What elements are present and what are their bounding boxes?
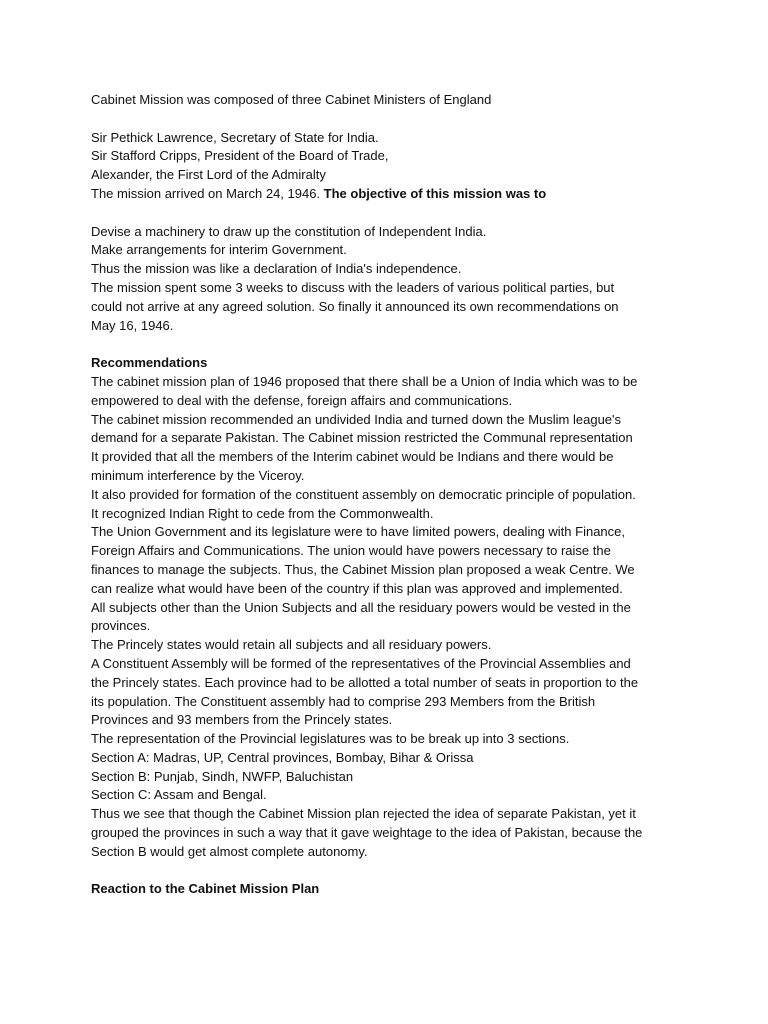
recommendation-line: It provided that all the members of the Interim cabinet would be Indians and there would be (91, 449, 614, 465)
recommendation-line: The cabinet mission recommended an undivided India and turned down the Muslim league's (91, 411, 622, 427)
recommendation-line: empowered to deal with the defense, foreign affairs and communications. (91, 392, 513, 408)
objective-line: could not arrive at any agreed solution. So finally it announced its own recommendations on (91, 298, 619, 314)
recommendation-line: grouped the provinces in such a way that it gave weightage to the idea of Pakistan, because the (91, 825, 643, 841)
recommendation-line: The representation of the Provincial legislatures was to be break up into 3 sections. (91, 731, 570, 747)
recommendation-line: Thus we see that though the Cabinet Mission plan rejected the idea of separate Pakistan, yet it (91, 806, 636, 822)
recommendation-line: The cabinet mission plan of 1946 proposed that there shall be a Union of India which was to be (91, 373, 638, 389)
paragraph-gap (91, 862, 691, 881)
member-line: Alexander, the First Lord of the Admiralty (91, 167, 326, 183)
recommendation-line: It also provided for formation of the constituent assembly on democratic principle of population. (91, 486, 636, 502)
recommendation-line: A Constituent Assembly will be formed of the representatives of the Provincial Assemblies and (91, 655, 631, 671)
recommendation-line: Section C: Assam and Bengal. (91, 787, 267, 803)
objective-line: Thus the mission was like a declaration of India's independence. (91, 261, 462, 277)
recommendation-line: minimum interference by the Viceroy. (91, 467, 305, 483)
recommendations-heading: Recommendations (91, 355, 208, 371)
recommendation-line: It recognized Indian Right to cede from the Commonwealth. (91, 505, 434, 521)
recommendation-line: Section B would get almost complete autonomy. (91, 843, 368, 859)
recommendation-line: its population. The Constituent assembly had to comprise 293 Members from the British (91, 693, 596, 709)
recommendation-line: finances to manage the subjects. Thus, the Cabinet Mission plan proposed a weak Centre. We (91, 561, 635, 577)
arrival-line (91, 185, 691, 204)
recommendation-line: Foreign Affairs and Communications. The union would have powers necessary to raise the (91, 543, 611, 559)
recommendation-line: All subjects other than the Union Subjects and all the residuary powers would be vested in the (91, 599, 631, 615)
paragraph-gap (91, 335, 691, 354)
recommendation-line: can realize what would have been of the country if this plan was approved and implemented. (91, 580, 623, 596)
member-line: Sir Pethick Lawrence, Secretary of State for India. (91, 129, 379, 145)
objective-lead: The objective of this mission was to (323, 185, 547, 201)
document-page (91, 91, 691, 899)
reaction-heading: Reaction to the Cabinet Mission Plan (91, 881, 320, 897)
recommendation-line: Provinces and 93 members from the Princely states. (91, 712, 393, 728)
recommendation-line: The Union Government and its legislature were to have limited powers, dealing with Finance, (91, 524, 625, 540)
recommendation-line: The Princely states would retain all subjects and all residuary powers. (91, 637, 492, 653)
recommendation-line: the Princely states. Each province had to be allotted a total number of seats in proportion to the (91, 674, 639, 690)
objective-line: Devise a machinery to draw up the constitution of Independent India. (91, 223, 487, 239)
paragraph-gap (91, 110, 691, 129)
objective-line: May 16, 1946. (91, 317, 174, 333)
objective-line: Make arrangements for interim Government. (91, 242, 347, 258)
intro-line: Cabinet Mission was composed of three Cabinet Ministers of England (91, 92, 492, 107)
objective-line: The mission spent some 3 weeks to discuss with the leaders of various political parties, but (91, 279, 615, 295)
recommendation-line: demand for a separate Pakistan. The Cabinet mission restricted the Communal representation (91, 430, 633, 446)
recommendation-line: provinces. (91, 618, 151, 634)
member-line: Sir Stafford Cripps, President of the Board of Trade, (91, 148, 389, 164)
recommendation-line: Section B: Punjab, Sindh, NWFP, Baluchistan (91, 768, 354, 784)
paragraph-gap (91, 204, 691, 223)
recommendation-line: Section A: Madras, UP, Central provinces, Bombay, Bihar & Orissa (91, 749, 474, 765)
arrival-text: The mission arrived on March 24, 1946. (91, 185, 324, 201)
